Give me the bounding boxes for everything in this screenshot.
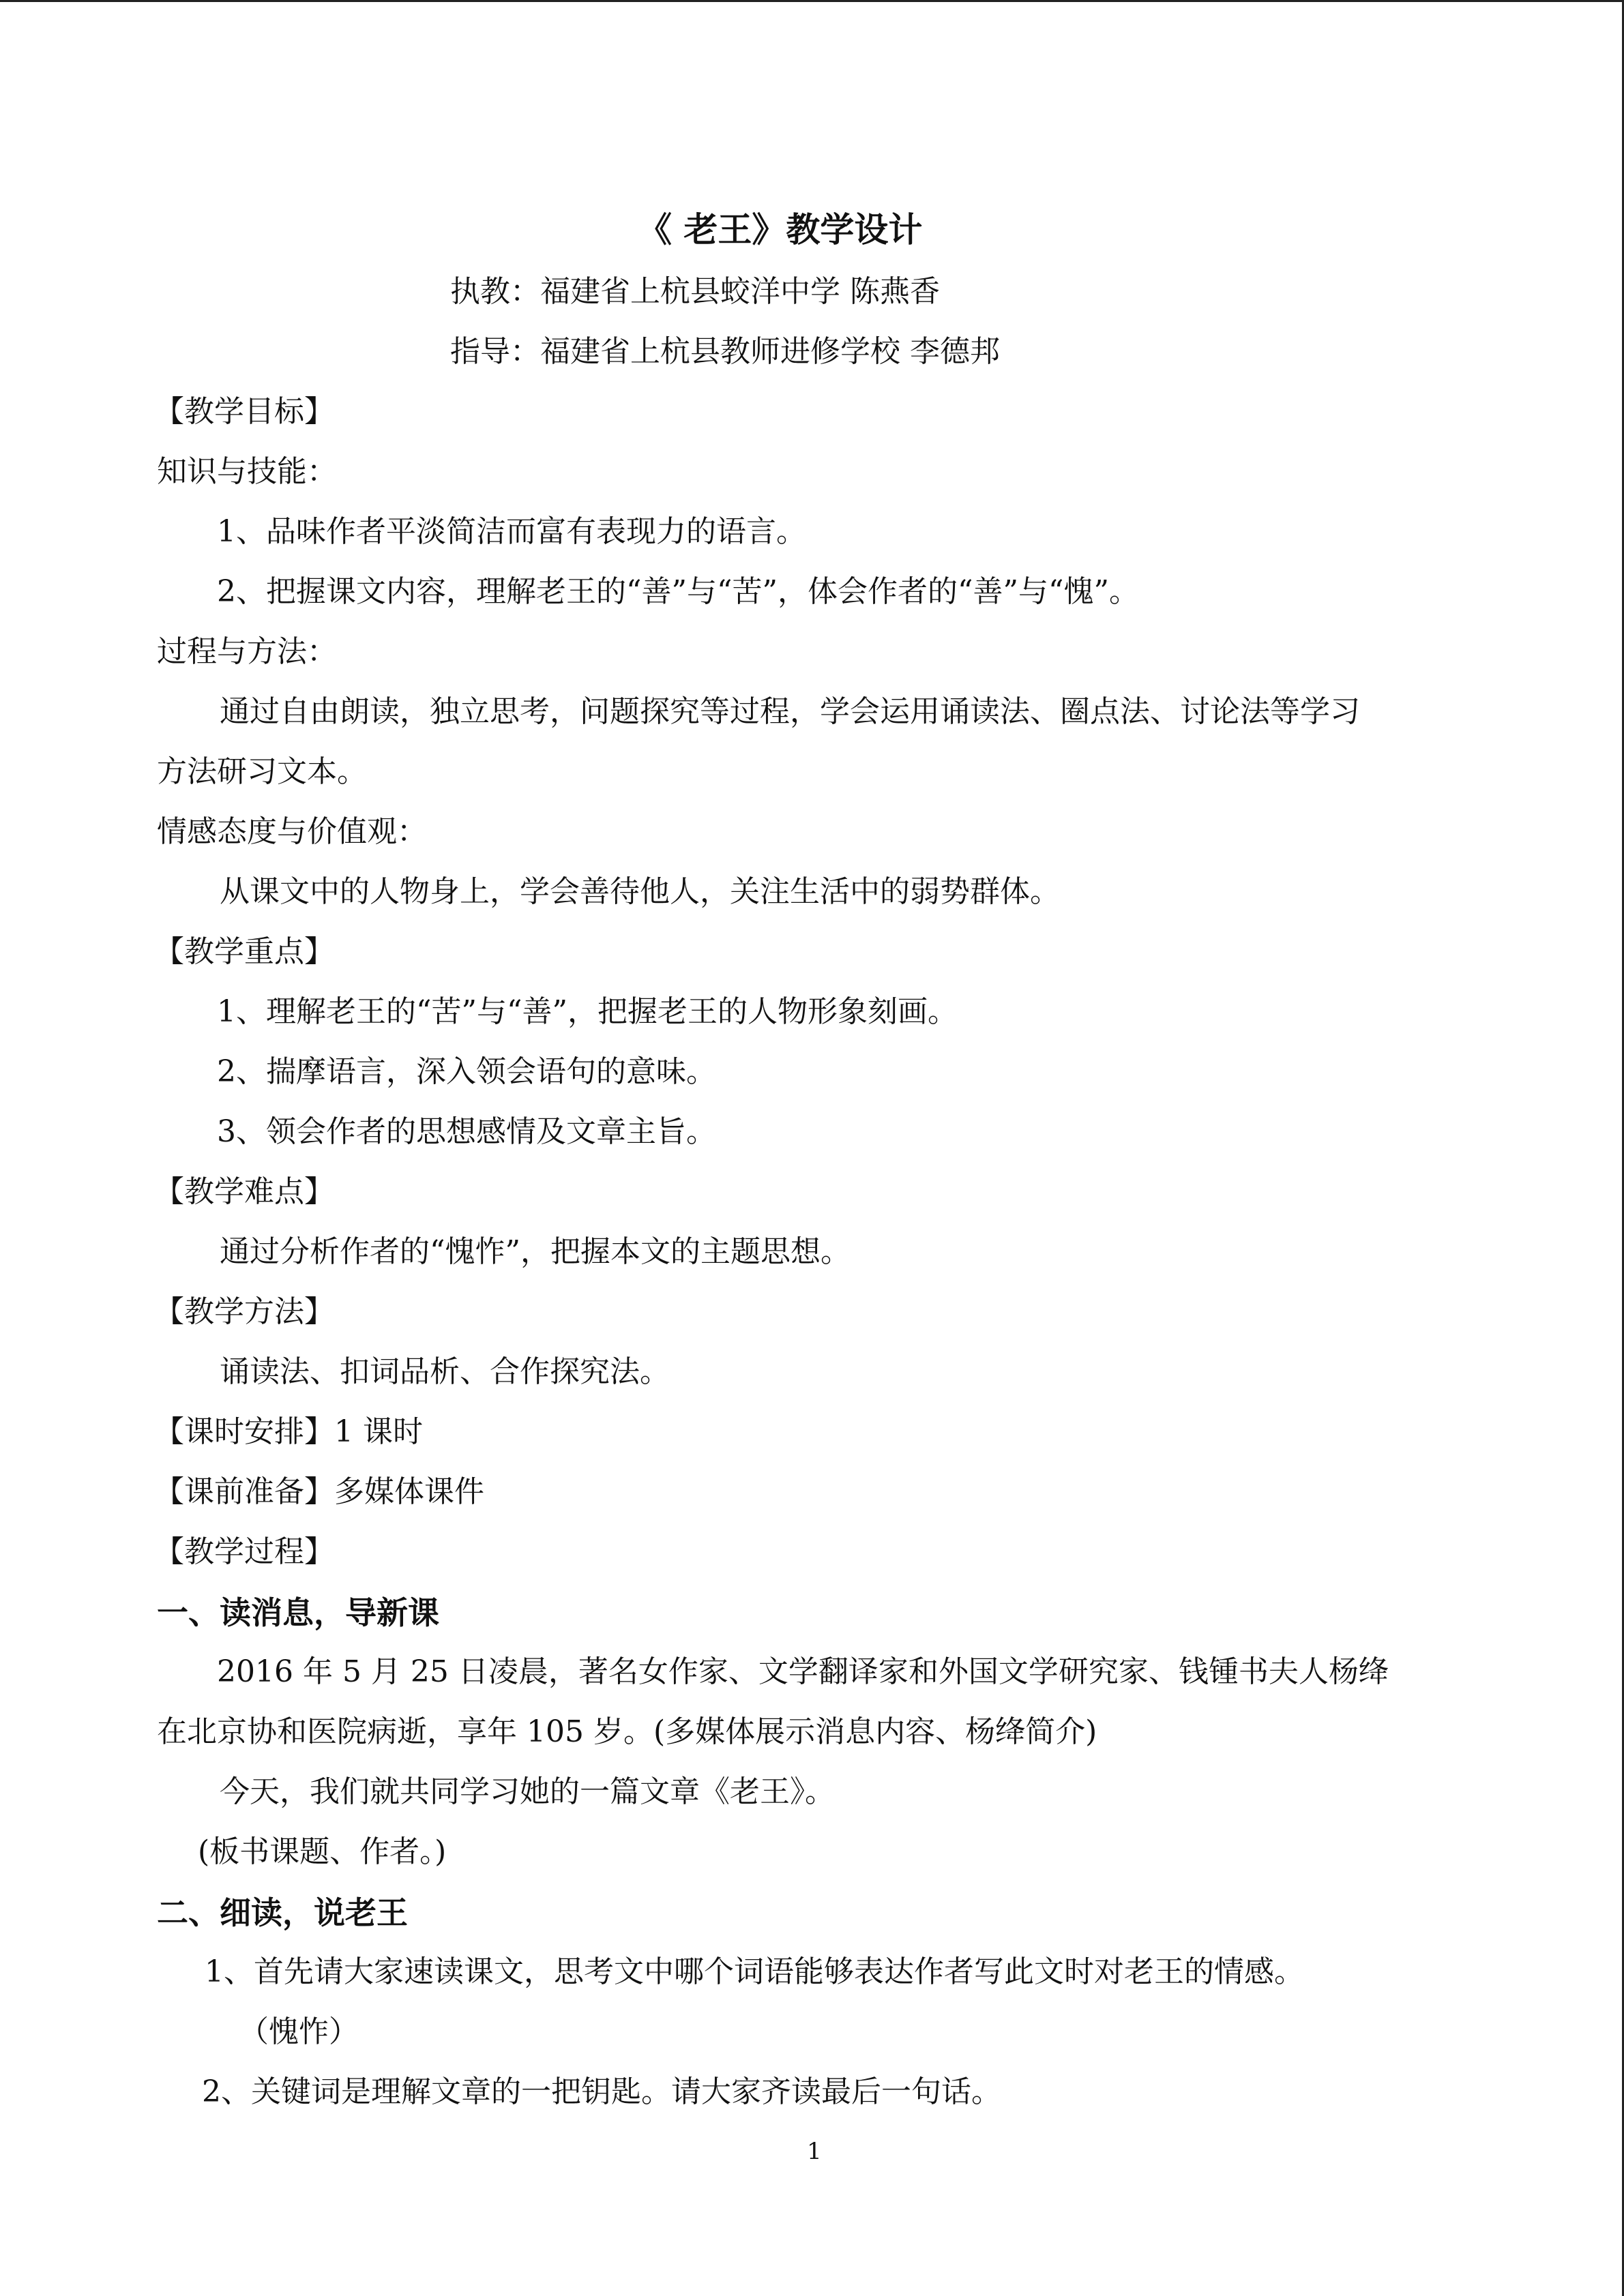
section-2-item-1-answer: （愧怍） — [239, 2014, 359, 2049]
process-text-line-1: 通过自由朗读，独立思考，问题探究等过程，学会运用诵读法、圈点法、讨论法等学习 — [220, 694, 1360, 729]
page-number: 1 — [807, 2138, 822, 2165]
teacher-line: 执教：福建省上杭县蛟洋中学 陈燕香 — [450, 274, 940, 309]
process-heading: 【教学过程】 — [154, 1534, 334, 1569]
section-1-paragraph-line-1: 2016 年 5 月 25 日凌晨，著名女作家、文学翻译家和外国文学研究家、钱锺书夫人杨绛 — [217, 1654, 1389, 1689]
emotion-text: 从课文中的人物身上，学会善待他人，关注生活中的弱势群体。 — [220, 874, 1060, 909]
section-1-paragraph-2: 今天，我们就共同学习她的一篇文章《老王》。 — [220, 1774, 835, 1809]
methods-heading: 【教学方法】 — [154, 1294, 334, 1329]
knowledge-label: 知识与技能： — [157, 454, 337, 489]
guide-line: 指导：福建省上杭县教师进修学校 李德邦 — [450, 334, 1000, 369]
key-points-heading: 【教学重点】 — [154, 934, 334, 969]
schedule-line: 【课时安排】1 课时 — [154, 1414, 423, 1449]
knowledge-item-1: 1、品味作者平淡简洁而富有表现力的语言。 — [217, 514, 806, 549]
methods-text: 诵读法、扣词品析、合作探究法。 — [220, 1354, 670, 1389]
key-point-1: 1、理解老王的“苦”与“善”，把握老王的人物形象刻画。 — [217, 994, 958, 1029]
emotion-label: 情感态度与价值观： — [157, 814, 427, 849]
page-border-top — [0, 0, 1624, 2]
difficulty-text: 通过分析作者的“愧怍”，把握本文的主题思想。 — [220, 1234, 851, 1269]
section-2-item-2: 2、关键词是理解文章的一把钥匙。请大家齐读最后一句话。 — [202, 2074, 1001, 2109]
preparation-line: 【课前准备】多媒体课件 — [154, 1474, 484, 1509]
process-label: 过程与方法： — [157, 634, 337, 669]
section-1-paragraph-line-2: 在北京协和医院病逝，享年 105 岁。(多媒体展示消息内容、杨绛简介) — [157, 1714, 1097, 1749]
key-point-3: 3、领会作者的思想感情及文章主旨。 — [217, 1114, 716, 1149]
page-title: 《 老王》教学设计 — [638, 210, 923, 250]
difficulty-heading: 【教学难点】 — [154, 1174, 334, 1209]
process-text-line-2: 方法研习文本。 — [157, 754, 367, 789]
section-2-item-1: 1、首先请大家速读课文，思考文中哪个词语能够表达作者写此文时对老王的情感。 — [205, 1954, 1304, 1989]
section-1-paragraph-3: (板书课题、作者。) — [198, 1834, 447, 1869]
knowledge-item-2: 2、把握课文内容，理解老王的“善”与“苦”，体会作者的“善”与“愧”。 — [217, 574, 1139, 609]
objectives-heading: 【教学目标】 — [154, 394, 334, 429]
section-1-title: 一、读消息，导新课 — [157, 1594, 439, 1631]
section-2-title: 二、细读，说老王 — [157, 1894, 408, 1931]
key-point-2: 2、揣摩语言，深入领会语句的意味。 — [217, 1054, 716, 1089]
